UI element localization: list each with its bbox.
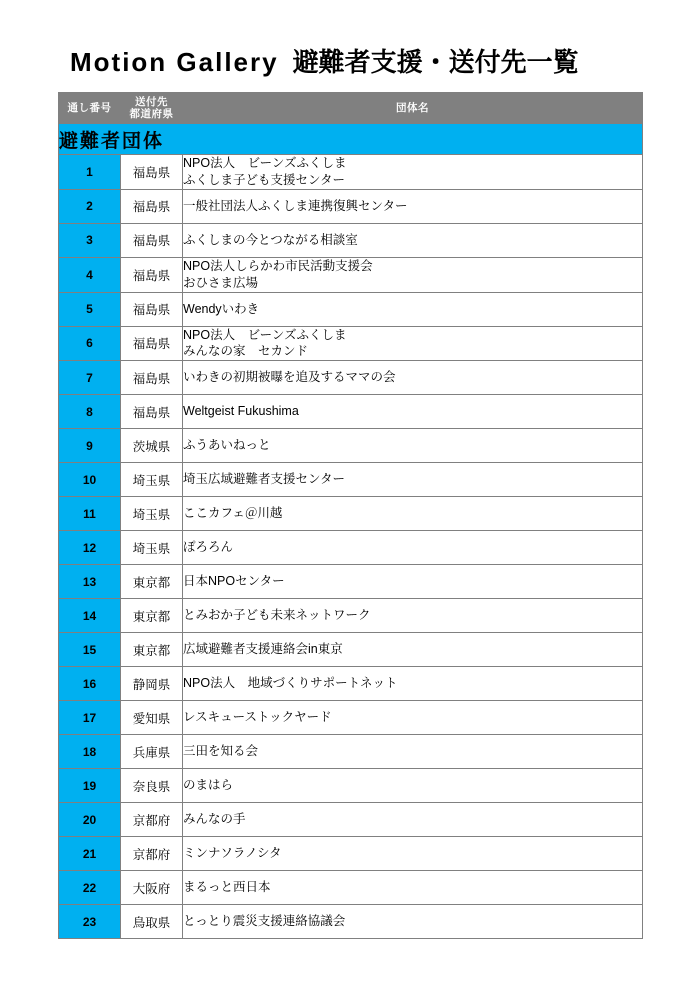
table-row (59, 599, 643, 633)
row-prefecture: 兵庫県 (121, 735, 183, 769)
section-header-row (59, 124, 643, 155)
row-organization-name-line1: NPO法人しらかわ市民活動支援会 (183, 258, 373, 273)
row-organization-name-line1: NPO法人 ビーンズふくしま (183, 156, 347, 170)
row-prefecture: 福島県 (121, 361, 183, 395)
row-organization-name-line1: ぽろろん (183, 540, 234, 555)
row-organization-name (183, 803, 643, 837)
row-organization-name (183, 395, 643, 429)
row-organization-name (183, 463, 643, 497)
table-row (59, 769, 643, 803)
table-row (59, 667, 643, 701)
row-number: 17 (59, 701, 121, 735)
table-row (59, 701, 643, 735)
table-header (59, 93, 643, 124)
table-row (59, 463, 643, 497)
row-number: 3 (59, 223, 121, 257)
table-row (59, 565, 643, 599)
row-organization-name-line1: まるっと西日本 (183, 880, 271, 895)
row-number: 12 (59, 531, 121, 565)
row-organization-name-line1: とっとり震災支援連絡協議会 (183, 914, 346, 929)
row-organization-name (183, 155, 643, 190)
row-prefecture: 福島県 (121, 395, 183, 429)
row-organization-name-line1: ふくしまの今とつながる相談室 (183, 232, 358, 247)
row-organization-name-line1: ふうあいねっと (183, 438, 271, 453)
row-organization-name (183, 735, 643, 769)
row-organization-name (183, 531, 643, 565)
row-prefecture: 福島県 (121, 155, 183, 190)
row-number: 19 (59, 769, 121, 803)
table-row (59, 803, 643, 837)
table-header-row (59, 93, 643, 124)
row-organization-name (183, 633, 643, 667)
row-organization-name (183, 189, 643, 223)
row-prefecture: 東京都 (121, 599, 183, 633)
table-body (59, 124, 643, 939)
row-organization-name-line1: ミンナソラノシタ (183, 846, 282, 861)
row-organization-name-line1: 三田を知る会 (183, 744, 259, 759)
row-number: 18 (59, 735, 121, 769)
row-organization-name (183, 326, 643, 361)
row-organization-name-line1: 広域避難者支援連絡会in東京 (183, 642, 343, 657)
row-organization-name-line1: NPO法人 ビーンズふくしま (183, 327, 347, 342)
row-number: 6 (59, 326, 121, 361)
row-number: 21 (59, 837, 121, 871)
row-organization-name-line1: Weltgeist Fukushima (183, 404, 299, 419)
row-number: 8 (59, 395, 121, 429)
column-header-prefecture (121, 93, 183, 124)
section-header-label: 避難者団体 (59, 124, 643, 155)
row-organization-name (183, 292, 643, 326)
row-prefecture: 大阪府 (121, 871, 183, 905)
row-organization-name-line1: みんなの手 (183, 812, 246, 827)
row-number: 2 (59, 189, 121, 223)
row-number: 9 (59, 429, 121, 463)
row-prefecture: 鳥取県 (121, 905, 183, 939)
row-number: 11 (59, 497, 121, 531)
row-organization-name (183, 837, 643, 871)
row-organization-name (183, 361, 643, 395)
row-prefecture: 東京都 (121, 565, 183, 599)
row-number: 15 (59, 633, 121, 667)
column-header-organization: 団体名 (183, 93, 643, 124)
table-row (59, 257, 643, 292)
table-row (59, 395, 643, 429)
row-organization-name-line1: いわきの初期被曝を追及するママの会 (183, 370, 396, 385)
row-prefecture: 福島県 (121, 292, 183, 326)
row-prefecture: 愛知県 (121, 701, 183, 735)
row-prefecture: 福島県 (121, 326, 183, 361)
row-number: 13 (59, 565, 121, 599)
table-row (59, 633, 643, 667)
row-number: 16 (59, 667, 121, 701)
table-row (59, 189, 643, 223)
row-number: 14 (59, 599, 121, 633)
row-organization-name-line2: みんなの家 セカンド (183, 344, 309, 359)
row-prefecture: 茨城県 (121, 429, 183, 463)
row-number: 22 (59, 871, 121, 905)
row-organization-name-line1: ここカフェ＠川越 (183, 506, 283, 521)
row-number: 23 (59, 905, 121, 939)
table-row (59, 326, 643, 361)
row-number: 4 (59, 257, 121, 292)
row-prefecture: 福島県 (121, 257, 183, 292)
row-number: 5 (59, 292, 121, 326)
page-title (70, 42, 579, 79)
organization-table-wrapper (58, 92, 642, 939)
column-header-prefecture-line2: 都道府県 (129, 108, 174, 120)
page-title-jp: 避難者支援・送付先一覧 (292, 47, 579, 77)
row-organization-name (183, 905, 643, 939)
table-row (59, 361, 643, 395)
row-organization-name (183, 599, 643, 633)
page-title-en: Motion Gallery (70, 47, 279, 77)
row-organization-name-line2: おひさま広場 (183, 275, 259, 290)
row-prefecture: 埼玉県 (121, 497, 183, 531)
table-row (59, 837, 643, 871)
table-row (59, 531, 643, 565)
row-number: 7 (59, 361, 121, 395)
column-header-prefecture-line1: 送付先 (135, 95, 168, 108)
row-prefecture: 京都府 (121, 803, 183, 837)
row-organization-name-line1: のまはら (183, 778, 234, 793)
row-organization-name (183, 257, 643, 292)
table-row (59, 497, 643, 531)
row-organization-name (183, 223, 643, 257)
table-row (59, 429, 643, 463)
row-prefecture: 京都府 (121, 837, 183, 871)
row-prefecture: 奈良県 (121, 769, 183, 803)
table-row (59, 871, 643, 905)
row-organization-name (183, 871, 643, 905)
row-prefecture: 埼玉県 (121, 531, 183, 565)
row-number: 20 (59, 803, 121, 837)
row-organization-name-line1: NPO法人 地域づくりサポートネット (183, 676, 398, 691)
table-row (59, 292, 643, 326)
row-organization-name-line1: 日本NPOセンター (183, 574, 285, 589)
row-prefecture: 福島県 (121, 223, 183, 257)
row-number: 10 (59, 463, 121, 497)
organization-table (58, 92, 643, 939)
table-row (59, 155, 643, 190)
row-organization-name-line1: 一般社団法人ふくしま連携復興センター (183, 198, 408, 213)
row-organization-name (183, 701, 643, 735)
row-prefecture: 埼玉県 (121, 463, 183, 497)
row-organization-name-line1: レスキューストックヤード (183, 710, 332, 725)
row-prefecture: 福島県 (121, 189, 183, 223)
row-organization-name (183, 497, 643, 531)
row-organization-name (183, 667, 643, 701)
row-organization-name-line1: Wendyいわき (183, 301, 260, 316)
table-row (59, 735, 643, 769)
table-row (59, 905, 643, 939)
column-header-number: 通し番号 (59, 93, 121, 124)
row-organization-name (183, 769, 643, 803)
row-organization-name (183, 565, 643, 599)
row-prefecture: 静岡県 (121, 667, 183, 701)
row-organization-name-line1: とみおか子ども未来ネットワーク (183, 608, 371, 623)
row-organization-name-line2: ふくしま子ども支援センター (183, 172, 346, 187)
row-prefecture: 東京都 (121, 633, 183, 667)
row-number: 1 (59, 155, 121, 190)
table-row (59, 223, 643, 257)
row-organization-name (183, 429, 643, 463)
row-organization-name-line1: 埼玉広域避難者支援センター (183, 472, 346, 487)
